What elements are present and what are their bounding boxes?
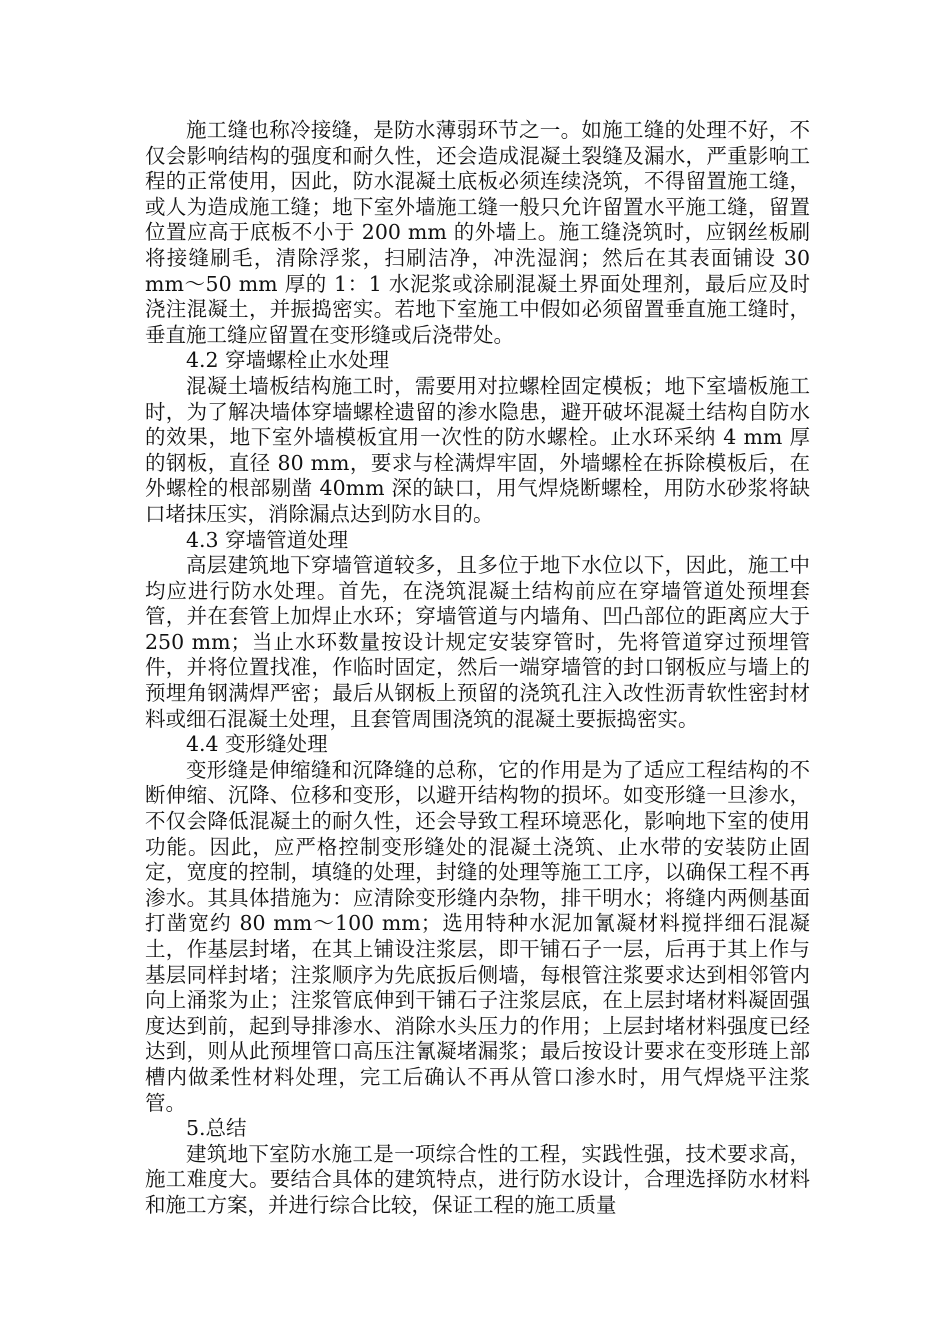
paragraph-summary: 建筑地下室防水施工是一项综合性的工程，实践性强，技术要求高，施工难度大。要结合具体的建筑特点，进行防水设计，合理选择防水材料和施工方案，并进行综合比较，保证工程的施工质量 [145, 1141, 810, 1217]
heading-4-4: 4.4 变形缝处理 [186, 732, 328, 757]
heading-4-3: 4.3 穿墙管道处理 [186, 527, 349, 552]
paragraph-deformation-joint: 变形缝是伸缩缝和沉降缝的总称，它的作用是为了适应工程结构的不断伸缩、沉降、位移和变形，以避开结构物的损坏。如变形缝一旦渗水，不仅会降低混凝土的耐久性，还会导致工程环境恶化，影响地下室的使用功能。因此，应严格控制变形缝处的混凝土浇筑、止水带的安装防止固定，宽度的控制，填缝的处理，封缝的处理等施工工序，以确保工程不再渗水。其具体措施为：应清除变形缝内杂物，排干明水；将缝内两侧基面打凿宽约 80 mm～100 mm；选用特种水泥加氰凝材料搅拌细石混凝土，作基层封堵，在其上铺设注浆层，即干铺石子一层，后再于其上作与基层同样封堵；注浆顺序为先底扳后侧墙，每根管注浆要求达到相邻管内向上涌浆为止；注浆管底伸到干铺石子注浆层底，在上层封堵材料凝固强度达到前，起到导排渗水、消除水头压力的作用；上层封堵材料强度已经达到，则从此预埋管口高压注氰凝堵漏浆；最后按设计要求在变形琏上部槽内做柔性材料处理，完工后确认不再从管口渗水时，用气焊烧平注浆管。 [145, 757, 810, 1115]
document-body [145, 118, 810, 1219]
paragraph-wall-pipe: 高层建筑地下穿墙管道较多，且多位于地下水位以下，因此，施工中均应进行防水处理。首先，在浇筑混凝土结构前应在穿墙管道处预埋套管，并在套管上加焊止水环；穿墙管道与内墙角、凹凸部位的距离应大于 250 mm；当止水环数量按设计规定安装穿管时，先将管道穿过预埋管件，并将位置找准，作临时固定，然后一端穿墙管的封口钢板应与墙上的预埋角钢满焊严密；最后从钢板上预留的浇筑孔注入改性沥青软性密封材料或细石混凝土处理，且套管周围浇筑的混凝土要振捣密实。 [145, 553, 810, 731]
paragraph-wall-bolt: 混凝土墙板结构施工时，需要用对拉螺栓固定模板；地下室墙板施工时，为了解决墙体穿墙螺栓遗留的渗水隐患，避开破坏混凝土结构自防水的效果，地下室外墙模板宜用一次性的防水螺栓。止水环采纳 4 mm 厚的钢板，直径 80 mm，要求与栓满焊牢固，外墙螺栓在拆除模板后，在外螺栓的根部剔凿 40mm 深的缺口，用气焊烧断螺栓，用防水砂浆将缺口堵抹压实，消除漏点达到防水目的。 [145, 373, 810, 526]
heading-4-2: 4.2 穿墙螺栓止水处理 [186, 348, 390, 373]
heading-5: 5.总结 [186, 1116, 247, 1141]
paragraph-construction-joint: 施工缝也称冷接缝，是防水薄弱环节之一。如施工缝的处理不好，不仅会影响结构的强度和耐久性，还会造成混凝土裂缝及漏水，严重影响工程的正常使用，因此，防水混凝土底板必须连续浇筑，不得留置施工缝，或人为造成施工缝；地下室外墙施工缝一般只允许留置水平施工缝，留置位置应高于底板不小于 200 mm 的外墙上。施工缝浇筑时，应钢丝板刷将接缝刷毛，清除浮浆，扫刷洁净，冲洗湿润；然后在其表面铺设 30 mm～50 mm 厚的 1：1 水泥浆或涂刷混凝土界面处理剂，最后应及时浇注混凝土，并振捣密实。若地下室施工中假如必须留置垂直施工缝时，垂直施工缝应留置在变形缝或后浇带处。 [145, 118, 810, 347]
